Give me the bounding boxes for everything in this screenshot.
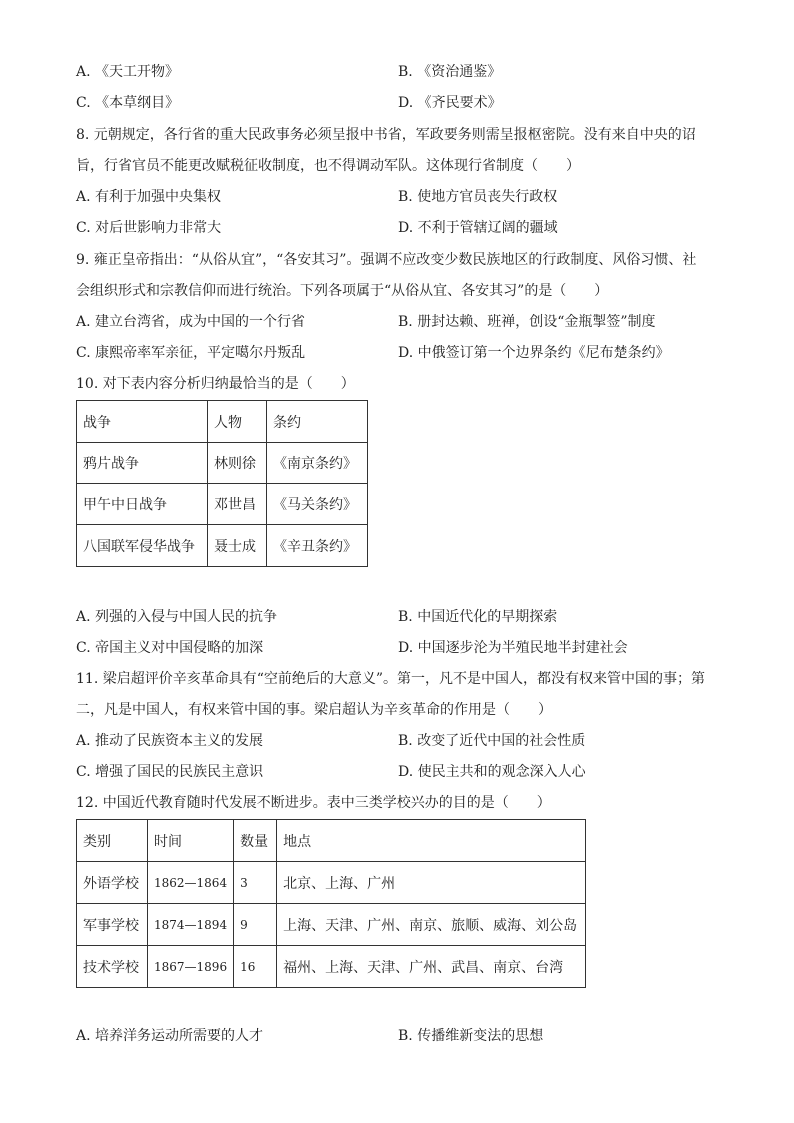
q9-option-d: D. 中俄签订第一个边界条约《尼布楚条约》 [398, 345, 670, 361]
table-header-cell: 人物 [208, 401, 267, 443]
q10-option-b: B. 中国近代化的早期探索 [398, 609, 558, 625]
table-cell: 《南京条约》 [267, 443, 368, 484]
table-header-cell: 类别 [77, 820, 148, 862]
q12-table [76, 819, 586, 988]
q11-stem-line1: 11. 梁启超评价辛亥革命具有“空前绝后的大意义”。第一，凡不是中国人，都没有权来管中国的事；第 [76, 671, 706, 687]
table-header-row [77, 820, 586, 862]
q10-option-c: C. 帝国主义对中国侵略的加深 [76, 640, 264, 656]
q8-option-d: D. 不利于管辖辽阔的疆域 [398, 220, 558, 236]
table-cell: 聂士成 [208, 525, 267, 567]
q9-option-b: B. 册封达赖、班禅，创设“金瓶掣签”制度 [398, 314, 656, 330]
table-cell: 外语学校 [77, 862, 148, 904]
table-cell: 北京、上海、广州 [277, 862, 586, 904]
table-row [77, 484, 368, 525]
q8-option-a: A. 有利于加强中央集权 [76, 189, 222, 205]
table-cell: 9 [234, 904, 277, 946]
q7-option-c: C. 《本草纲目》 [76, 95, 180, 111]
table-cell: 福州、上海、天津、广州、武昌、南京、台湾 [277, 946, 586, 988]
table-row [77, 946, 586, 988]
table-row [77, 862, 586, 904]
table-cell: 1874—1894 [148, 904, 234, 946]
table-cell: 军事学校 [77, 904, 148, 946]
q7-option-b: B. 《资治通鉴》 [398, 64, 502, 80]
table-cell: 《马关条约》 [267, 484, 368, 525]
table-header-cell: 数量 [234, 820, 277, 862]
q9-stem-line1: 9. 雍正皇帝指出：“从俗从宜”，“各安其习”。强调不应改变少数民族地区的行政制度、风俗习惯、社 [76, 252, 697, 268]
table-header-row [77, 401, 368, 443]
table-row [77, 525, 368, 567]
q8-option-c: C. 对后世影响力非常大 [76, 220, 222, 236]
table-cell: 技术学校 [77, 946, 148, 988]
table-cell: 1862—1864 [148, 862, 234, 904]
q12-stem: 12. 中国近代教育随时代发展不断进步。表中三类学校兴办的目的是（ ） [76, 795, 551, 811]
table-row [77, 904, 586, 946]
q12-option-b: B. 传播维新变法的思想 [398, 1028, 544, 1044]
q10-option-a: A. 列强的入侵与中国人民的抗争 [76, 609, 278, 625]
q8-stem-line2: 旨，行省官员不能更改赋税征收制度，也不得调动军队。这体现行省制度（ ） [76, 158, 580, 174]
table-cell: 甲午中日战争 [77, 484, 208, 525]
table-cell: 八国联军侵华战争 [77, 525, 208, 567]
q8-stem-line1: 8. 元朝规定，各行省的重大民政事务必须呈报中书省，军政要务则需呈报枢密院。没有来自中央的诏 [76, 127, 696, 143]
table-cell: 鸦片战争 [77, 443, 208, 484]
q8-option-b: B. 使地方官员丧失行政权 [398, 189, 558, 205]
q9-option-c: C. 康熙帝率军亲征，平定噶尔丹叛乱 [76, 345, 306, 361]
table-cell: 《辛丑条约》 [267, 525, 368, 567]
q10-table [76, 400, 368, 567]
table-cell: 3 [234, 862, 277, 904]
q11-option-c: C. 增强了国民的民族民主意识 [76, 764, 264, 780]
q11-option-a: A. 推动了民族资本主义的发展 [76, 733, 264, 749]
q11-stem-line2: 二，凡是中国人，有权来管中国的事。梁启超认为辛亥革命的作用是（ ） [76, 702, 552, 718]
q9-stem-line2: 会组织形式和宗教信仰而进行统治。下列各项属于“从俗从宜、各安其习”的是（ ） [76, 283, 609, 299]
q11-option-b: B. 改变了近代中国的社会性质 [398, 733, 586, 749]
table-cell: 邓世昌 [208, 484, 267, 525]
q9-option-a: A. 建立台湾省，成为中国的一个行省 [76, 314, 306, 330]
table-header-cell: 条约 [267, 401, 368, 443]
table-cell: 16 [234, 946, 277, 988]
table-header-cell: 地点 [277, 820, 586, 862]
q12-option-a: A. 培养洋务运动所需要的人才 [76, 1028, 264, 1044]
q11-option-d: D. 使民主共和的观念深入人心 [398, 764, 586, 780]
table-header-cell: 战争 [77, 401, 208, 443]
q7-option-a: A. 《天工开物》 [76, 64, 180, 80]
table-cell: 上海、天津、广州、南京、旅顺、威海、刘公岛 [277, 904, 586, 946]
table-cell: 1867—1896 [148, 946, 234, 988]
table-row [77, 443, 368, 484]
q10-stem: 10. 对下表内容分析归纳最恰当的是（ ） [76, 376, 355, 392]
table-cell: 林则徐 [208, 443, 267, 484]
q7-option-d: D. 《齐民要术》 [398, 95, 502, 111]
table-header-cell: 时间 [148, 820, 234, 862]
q10-option-d: D. 中国逐步沦为半殖民地半封建社会 [398, 640, 628, 656]
